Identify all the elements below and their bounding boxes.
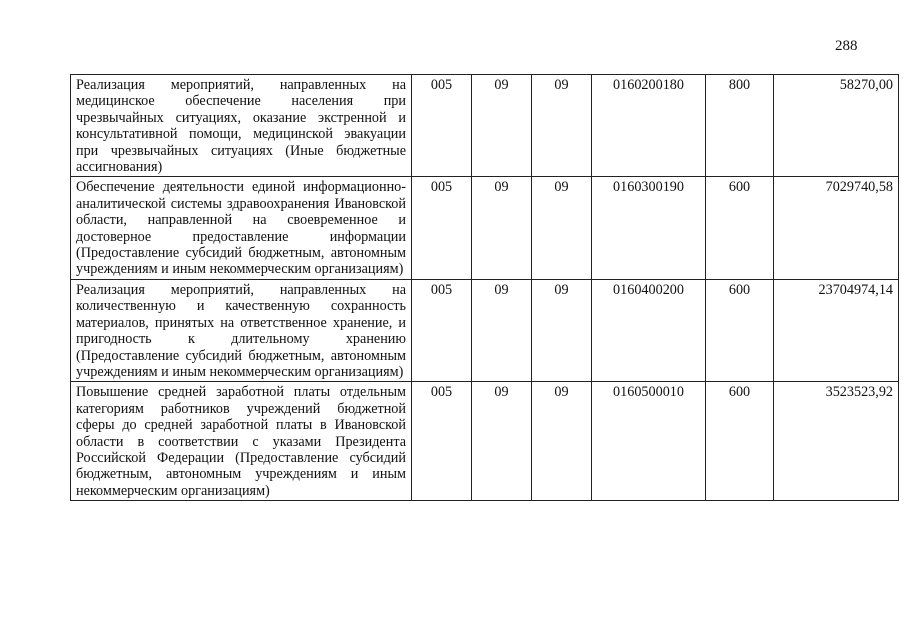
table-row [71, 279, 899, 381]
table-row [71, 382, 899, 501]
subsection-code-cell: 09 [532, 382, 592, 501]
amount-cell: 7029740,58 [774, 177, 899, 279]
ministry-code-cell: 005 [412, 279, 472, 381]
expense-type-cell: 600 [706, 279, 774, 381]
expense-type-cell: 800 [706, 75, 774, 177]
subsection-code-cell: 09 [532, 177, 592, 279]
table-row [71, 75, 899, 177]
expense-name-cell: Реализация мероприятий, направленных на медицинское обеспечение населения при чрезвычайных ситуациях, оказание экстренной и консультативной помощи, медицинской эвакуации при чрезвычайных ситуациях (Иные бюджетные ассигнования) [71, 75, 412, 177]
page-number: 288 [835, 38, 858, 54]
budget-table [70, 74, 899, 501]
section-code-cell: 09 [472, 177, 532, 279]
expense-name-cell: Реализация мероприятий, направленных на количественную и качественную сохранность материалов, принятых на ответственное хранение, и пригодность к длительному хранению (Предоставление субсидий бюджетным, автономным учреждениям и иным некоммерческим организациям) [71, 279, 412, 381]
expense-name-cell: Повышение средней заработной платы отдельным категориям работников учреждений бюджетной сферы до средней заработной платы в Ивановской области в соответствии с указами Президента Российской Федерации (Предоставление субсидий бюджетным, автономным учреждениям и иным некоммерческим организациям) [71, 382, 412, 501]
expense-name-cell: Обеспечение деятельности единой информационно-аналитической системы здравоохранения Ивановской области, направленной на своевременное и достоверное предоставление информации (Предоставление субсидий бюджетным, автономным учреждениям и иным некоммерческим организациям) [71, 177, 412, 279]
section-code-cell: 09 [472, 279, 532, 381]
target-article-cell: 0160500010 [592, 382, 706, 501]
subsection-code-cell: 09 [532, 75, 592, 177]
section-code-cell: 09 [472, 382, 532, 501]
target-article-cell: 0160200180 [592, 75, 706, 177]
ministry-code-cell: 005 [412, 75, 472, 177]
amount-cell: 3523523,92 [774, 382, 899, 501]
target-article-cell: 0160400200 [592, 279, 706, 381]
target-article-cell: 0160300190 [592, 177, 706, 279]
ministry-code-cell: 005 [412, 382, 472, 501]
expense-type-cell: 600 [706, 382, 774, 501]
amount-cell: 58270,00 [774, 75, 899, 177]
expense-type-cell: 600 [706, 177, 774, 279]
ministry-code-cell: 005 [412, 177, 472, 279]
table-row [71, 177, 899, 279]
amount-cell: 23704974,14 [774, 279, 899, 381]
section-code-cell: 09 [472, 75, 532, 177]
subsection-code-cell: 09 [532, 279, 592, 381]
